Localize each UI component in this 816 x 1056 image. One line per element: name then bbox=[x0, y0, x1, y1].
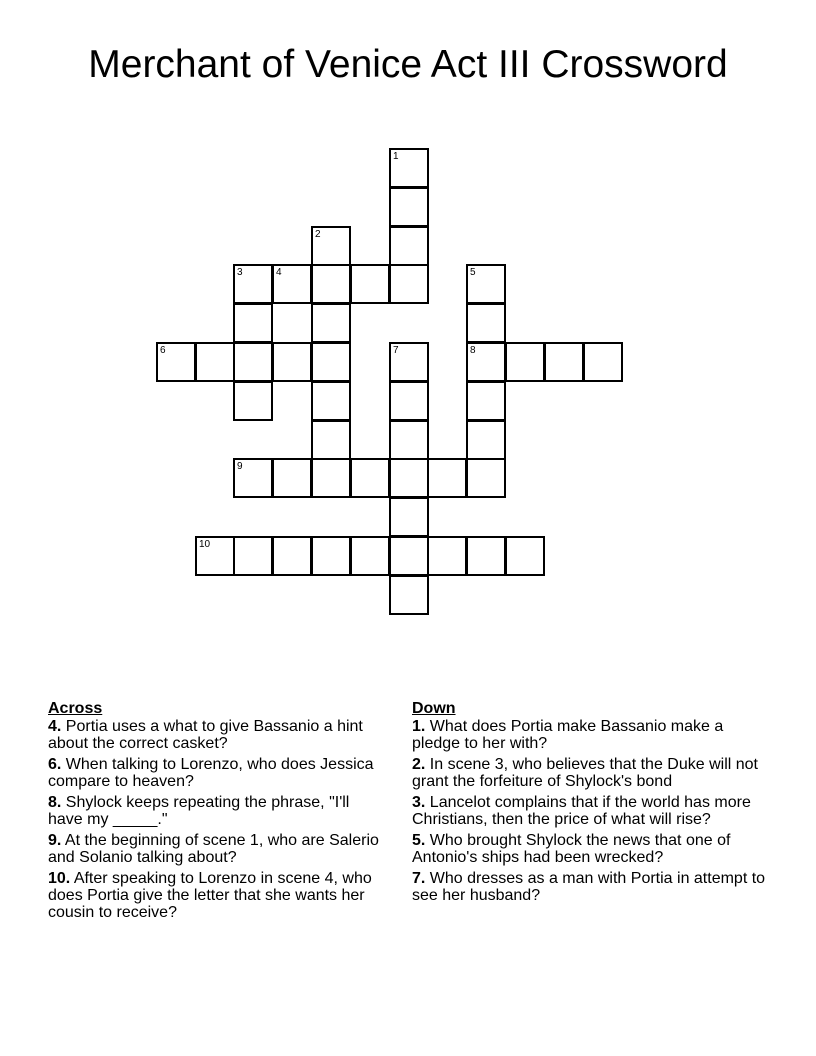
grid-cell[interactable] bbox=[427, 458, 467, 498]
cell-number: 5 bbox=[470, 267, 476, 278]
clue-number: 1. bbox=[412, 718, 426, 735]
grid-cell[interactable] bbox=[272, 342, 312, 382]
down-clue-7 bbox=[412, 870, 772, 904]
grid-cell[interactable] bbox=[233, 536, 273, 576]
grid-cell[interactable] bbox=[311, 458, 351, 498]
clue-text: After speaking to Lorenzo in scene 4, who does Portia give the letter that she wants her cousin to receive? bbox=[48, 870, 372, 921]
cell-number: 2 bbox=[315, 229, 321, 240]
grid-cell[interactable] bbox=[233, 342, 273, 382]
grid-cell[interactable] bbox=[311, 381, 351, 421]
grid-cell[interactable] bbox=[156, 342, 196, 382]
grid-cell[interactable] bbox=[272, 458, 312, 498]
grid-cell[interactable] bbox=[466, 303, 506, 343]
across-clue-10 bbox=[48, 870, 388, 921]
grid-cell[interactable] bbox=[389, 148, 429, 188]
clue-number: 6. bbox=[48, 756, 62, 773]
across-clues bbox=[48, 700, 388, 925]
down-heading: Down bbox=[412, 700, 456, 717]
grid-cell[interactable] bbox=[466, 420, 506, 460]
clue-text: Who dresses as a man with Portia in attempt to see her husband? bbox=[412, 870, 766, 904]
down-clue-3 bbox=[412, 794, 772, 828]
grid-cell[interactable] bbox=[350, 264, 390, 304]
grid-cell[interactable] bbox=[505, 342, 545, 382]
cell-number: 8 bbox=[470, 345, 476, 356]
grid-cell[interactable] bbox=[350, 536, 390, 576]
grid-cell[interactable] bbox=[466, 458, 506, 498]
grid-cell[interactable] bbox=[389, 342, 429, 382]
grid-cell[interactable] bbox=[233, 458, 273, 498]
clue-text: What does Portia make Bassanio make a pledge to her with? bbox=[412, 718, 724, 752]
down-clue-1 bbox=[412, 718, 772, 752]
cell-number: 6 bbox=[160, 345, 166, 356]
grid-cell[interactable] bbox=[311, 303, 351, 343]
grid-cell[interactable] bbox=[389, 420, 429, 460]
grid-cell[interactable] bbox=[233, 381, 273, 421]
grid-cell[interactable] bbox=[505, 536, 545, 576]
clue-number: 10. bbox=[48, 870, 71, 887]
grid-cell[interactable] bbox=[350, 458, 390, 498]
cell-number: 3 bbox=[237, 267, 243, 278]
grid-cell[interactable] bbox=[272, 536, 312, 576]
grid-cell[interactable] bbox=[389, 497, 429, 537]
clue-number: 8. bbox=[48, 794, 62, 811]
grid-cell[interactable] bbox=[389, 536, 429, 576]
down-clue-2 bbox=[412, 756, 772, 790]
clue-number: 3. bbox=[412, 794, 426, 811]
grid-cell[interactable] bbox=[427, 536, 467, 576]
clue-number: 2. bbox=[412, 756, 426, 773]
grid-cell[interactable] bbox=[311, 264, 351, 304]
grid-cell[interactable] bbox=[389, 264, 429, 304]
grid-cell[interactable] bbox=[544, 342, 584, 382]
grid-cell[interactable] bbox=[466, 342, 506, 382]
grid-cell[interactable] bbox=[272, 264, 312, 304]
down-clue-5 bbox=[412, 832, 772, 866]
grid-cell[interactable] bbox=[311, 536, 351, 576]
grid-cell[interactable] bbox=[389, 575, 429, 615]
cell-number: 10 bbox=[199, 539, 211, 550]
clue-number: 7. bbox=[412, 870, 426, 887]
grid-cell[interactable] bbox=[389, 187, 429, 227]
cell-number: 1 bbox=[393, 151, 399, 162]
down-clues bbox=[412, 700, 772, 908]
grid-cell[interactable] bbox=[311, 420, 351, 460]
clue-text: In scene 3, who believes that the Duke will not grant the forfeiture of Shylock's bond bbox=[412, 756, 758, 790]
across-clue-4 bbox=[48, 718, 388, 752]
grid-cell[interactable] bbox=[389, 458, 429, 498]
grid-cell[interactable] bbox=[195, 342, 235, 382]
cell-number: 7 bbox=[393, 345, 399, 356]
across-clue-6 bbox=[48, 756, 388, 790]
clue-text: Who brought Shylock the news that one of Antonio's ships had been wrecked? bbox=[412, 832, 731, 866]
clue-text: Shylock keeps repeating the phrase, "I'll have my _____." bbox=[48, 794, 350, 828]
grid-cell[interactable] bbox=[233, 264, 273, 304]
cell-number: 9 bbox=[237, 461, 243, 472]
grid-cell[interactable] bbox=[466, 264, 506, 304]
clue-text: Portia uses a what to give Bassanio a hint about the correct casket? bbox=[48, 718, 363, 752]
clue-number: 5. bbox=[412, 832, 426, 849]
grid-cell[interactable] bbox=[311, 342, 351, 382]
across-heading: Across bbox=[48, 700, 103, 717]
across-clue-9 bbox=[48, 832, 388, 866]
grid-cell[interactable] bbox=[389, 381, 429, 421]
across-clue-8 bbox=[48, 794, 388, 828]
page-title: Merchant of Venice Act III Crossword bbox=[88, 43, 728, 86]
grid-cell[interactable] bbox=[195, 536, 235, 576]
grid-cell[interactable] bbox=[389, 226, 429, 266]
grid-cell[interactable] bbox=[233, 303, 273, 343]
grid-cell[interactable] bbox=[583, 342, 623, 382]
cell-number: 4 bbox=[276, 267, 282, 278]
grid-cell[interactable] bbox=[466, 536, 506, 576]
clue-text: At the beginning of scene 1, who are Salerio and Solanio talking about? bbox=[48, 832, 379, 866]
clue-number: 4. bbox=[48, 718, 62, 735]
clue-text: When talking to Lorenzo, who does Jessica compare to heaven? bbox=[48, 756, 374, 790]
clue-number: 9. bbox=[48, 832, 62, 849]
grid-cell[interactable] bbox=[311, 226, 351, 266]
grid-cell[interactable] bbox=[466, 381, 506, 421]
clue-text: Lancelot complains that if the world has more Christians, then the price of what will rise? bbox=[412, 794, 751, 828]
